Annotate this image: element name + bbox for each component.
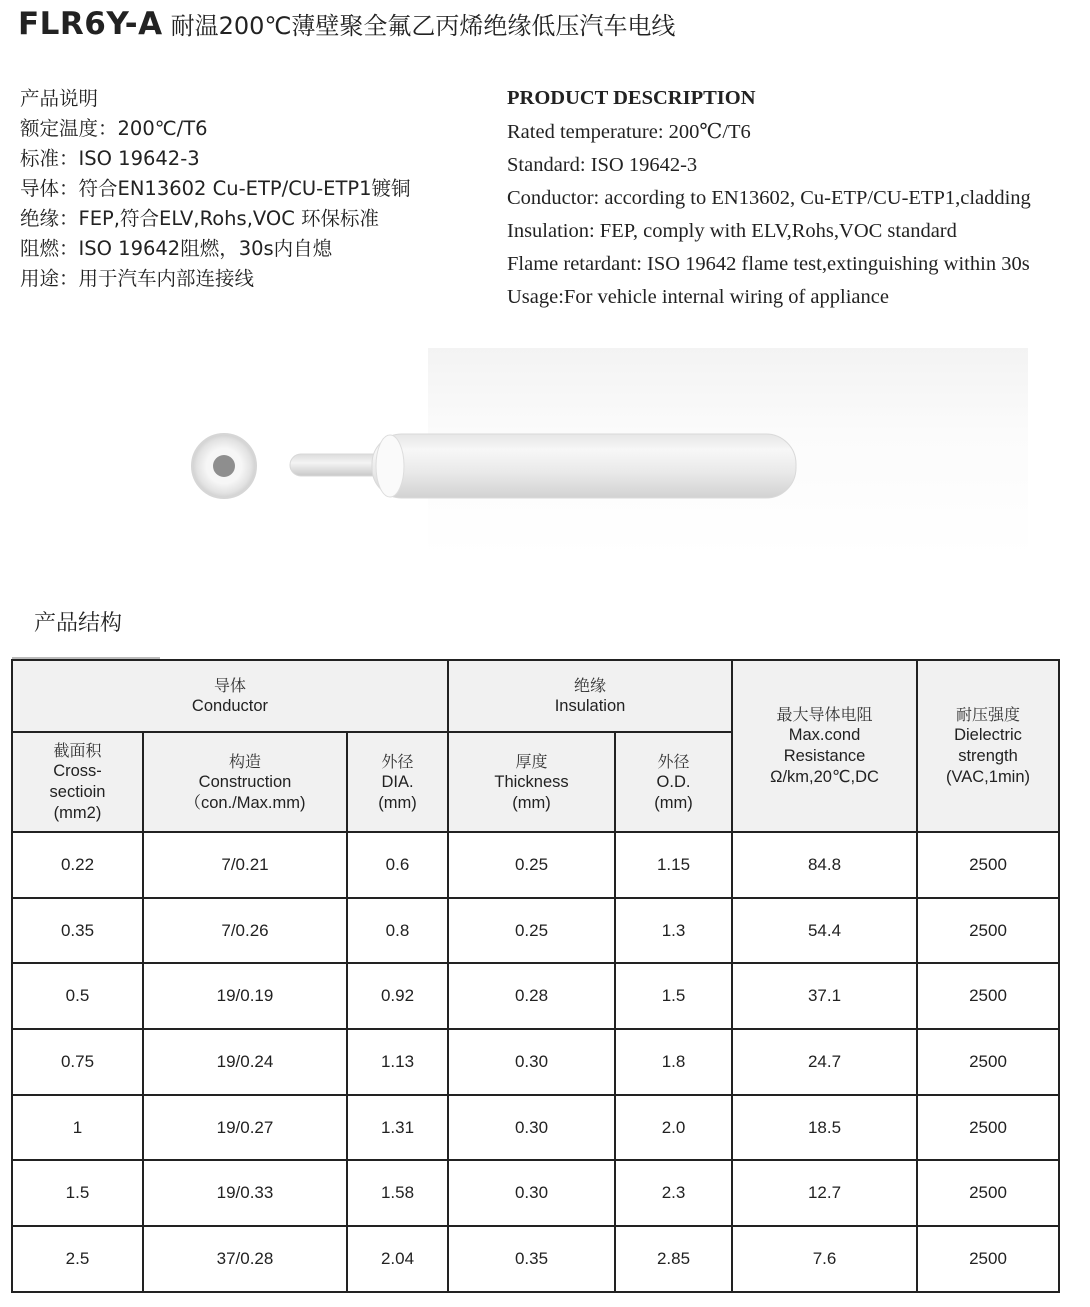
en-description-line: Flame retardant: ISO 19642 flame test,extinguishing within 30s [507, 253, 1030, 275]
table-cell: 1.31 [347, 1095, 448, 1161]
table-cell: 0.6 [347, 832, 448, 898]
table-cell: 2500 [917, 963, 1059, 1029]
wire-illustration [140, 340, 1090, 560]
cn-description-line: 额定温度：200℃/T6 [20, 117, 208, 140]
table-cell: 0.75 [12, 1029, 143, 1095]
cn-description-line: 阻燃：ISO 19642阻燃，30s内自熄 [20, 237, 333, 260]
construction-header: 构造 Construction （con./Max.mm) [143, 732, 347, 832]
spec-table [11, 659, 1060, 1293]
table-cell: 2500 [917, 898, 1059, 964]
dielectric-header: 耐压强度 Dielectric strength (VAC,1min) [917, 660, 1059, 832]
table-cell: 37/0.28 [143, 1226, 347, 1292]
table-row [12, 1095, 1059, 1161]
table-cell: 2500 [917, 832, 1059, 898]
table-row [12, 898, 1059, 964]
table-cell: 2500 [917, 1226, 1059, 1292]
table-cell: 7/0.26 [143, 898, 347, 964]
table-cell: 1.13 [347, 1029, 448, 1095]
table-cell: 2500 [917, 1095, 1059, 1161]
table-cell: 0.35 [448, 1226, 615, 1292]
table-cell: 2.04 [347, 1226, 448, 1292]
table-cell: 1.3 [615, 898, 732, 964]
insulated-cable-icon [372, 434, 796, 498]
table-cell: 0.35 [12, 898, 143, 964]
table-cell: 84.8 [732, 832, 917, 898]
en-description-line: Conductor: according to EN13602, Cu-ETP/CU-ETP1,cladding [507, 187, 1031, 209]
cn-description [20, 84, 411, 294]
table-cell: 0.30 [448, 1095, 615, 1161]
table-cell: 24.7 [732, 1029, 917, 1095]
table-cell: 18.5 [732, 1095, 917, 1161]
table-cell: 0.22 [12, 832, 143, 898]
insulation-od-header: 外径 O.D. (mm) [615, 732, 732, 832]
table-row [12, 963, 1059, 1029]
table-cell: 1 [12, 1095, 143, 1161]
resistance-header: 最大导体电阻 Max.cond Resistance Ω/km,20℃,DC [732, 660, 917, 832]
table-row [12, 1160, 1059, 1226]
table-cell: 2500 [917, 1160, 1059, 1226]
table-cell: 12.7 [732, 1160, 917, 1226]
table-cell: 19/0.24 [143, 1029, 347, 1095]
conductor-dia-header: 外径 DIA. (mm) [347, 732, 448, 832]
table-cell: 0.30 [448, 1029, 615, 1095]
table-cell: 2.5 [12, 1226, 143, 1292]
table-cell: 37.1 [732, 963, 917, 1029]
cn-description-line: 标准：ISO 19642-3 [20, 147, 200, 170]
en-description [507, 84, 1031, 314]
table-row [12, 1226, 1059, 1292]
table-cell: 7/0.21 [143, 832, 347, 898]
table-cell: 0.25 [448, 832, 615, 898]
table-cell: 2500 [917, 1029, 1059, 1095]
cross-section-header: 截面积 Cross- sectioin (mm2) [12, 732, 143, 832]
table-cell: 0.8 [347, 898, 448, 964]
product-model: FLR6Y-A [18, 6, 163, 42]
cable-cut-end-icon [376, 435, 404, 497]
table-cell: 1.5 [12, 1160, 143, 1226]
conductor-group-header: 导体 Conductor [12, 660, 448, 732]
en-description-heading: PRODUCT DESCRIPTION [507, 87, 756, 109]
table-cell: 54.4 [732, 898, 917, 964]
table-cell: 19/0.27 [143, 1095, 347, 1161]
en-description-line: Standard: ISO 19642-3 [507, 154, 698, 176]
table-cell: 1.8 [615, 1029, 732, 1095]
cn-description-line: 导体：符合EN13602 Cu-ETP/CU-ETP1镀铜 [20, 177, 411, 200]
cn-description-line: 用途：用于汽车内部连接线 [20, 267, 255, 290]
wire-image [140, 340, 1090, 560]
product-name-cn: 耐温200℃薄壁聚全氟乙丙烯绝缘低压汽车电线 [170, 12, 676, 40]
en-description-line: Insulation: FEP, comply with ELV,Rohs,VOC standard [507, 220, 957, 242]
table-cell: 2.3 [615, 1160, 732, 1226]
table-cell: 0.28 [448, 963, 615, 1029]
cn-description-heading: 产品说明 [20, 87, 99, 110]
structure-title: 产品结构 [34, 611, 123, 636]
table-cell: 1.15 [615, 832, 732, 898]
table-cell: 1.58 [347, 1160, 448, 1226]
table-header-row [12, 660, 1059, 732]
table-cell: 2.0 [615, 1095, 732, 1161]
thickness-header: 厚度 Thickness (mm) [448, 732, 615, 832]
table-cell: 19/0.19 [143, 963, 347, 1029]
table-cell: 0.30 [448, 1160, 615, 1226]
table-cell: 1.5 [615, 963, 732, 1029]
table-cell: 7.6 [732, 1226, 917, 1292]
en-description-line: Rated temperature: 200℃/T6 [507, 121, 751, 143]
table-cell: 0.92 [347, 963, 448, 1029]
table-row [12, 832, 1059, 898]
cn-description-line: 绝缘：FEP,符合ELV,Rohs,VOC 环保标准 [20, 207, 380, 230]
page-title [18, 6, 675, 42]
insulation-group-header: 绝缘 Insulation [448, 660, 732, 732]
table-cell: 2.85 [615, 1226, 732, 1292]
conductor-core-icon [213, 455, 235, 477]
table-cell: 0.25 [448, 898, 615, 964]
table-row [12, 1029, 1059, 1095]
en-description-line: Usage:For vehicle internal wiring of appliance [507, 286, 889, 308]
table-cell: 0.5 [12, 963, 143, 1029]
table-cell: 19/0.33 [143, 1160, 347, 1226]
